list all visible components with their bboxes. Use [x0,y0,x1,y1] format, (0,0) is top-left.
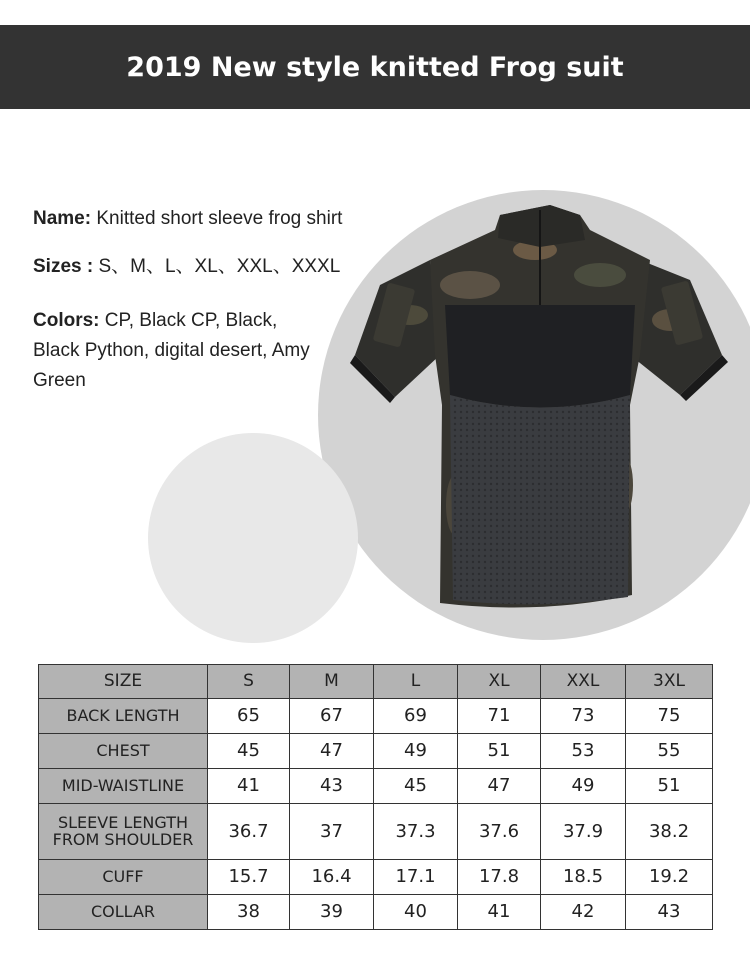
shirt-image [350,205,730,615]
name-label: Name: [33,208,92,229]
header-cell-6: 3XL [626,665,713,699]
table-cell: 47 [290,733,374,768]
colors-value: CP, Black CP, Black, Black Python, digital desert, Amy Green [33,310,310,391]
table-cell: 17.8 [458,859,541,894]
table-cell: 19.2 [626,859,713,894]
table-cell: 71 [458,698,541,733]
header-cell-4: XL [458,665,541,699]
table-row [39,859,713,894]
table-cell: 42 [541,894,626,929]
sizes-value: S、M、L、XL、XXL、XXXL [93,256,341,277]
table-row [39,733,713,768]
table-cell: 75 [626,698,713,733]
product-name [33,204,342,234]
header-cell-2: M [290,665,374,699]
product-colors [33,306,313,396]
table-row [39,803,713,859]
table-cell: 18.5 [541,859,626,894]
row-label: CUFF [39,859,208,894]
row-label: CHEST [39,733,208,768]
page-title: 2019 New style knitted Frog suit [126,51,624,83]
table-cell: 69 [374,698,458,733]
table-cell: 39 [290,894,374,929]
table-cell: 15.7 [208,859,290,894]
table-row [39,894,713,929]
product-sizes [33,252,340,282]
table-cell: 43 [626,894,713,929]
table-cell: 45 [374,768,458,803]
table-row [39,768,713,803]
table-cell: 51 [626,768,713,803]
table-cell: 53 [541,733,626,768]
table-cell: 38.2 [626,803,713,859]
table-cell: 37 [290,803,374,859]
page-banner [0,25,750,109]
header-cell-5: XXL [541,665,626,699]
row-label: BACK LENGTH [39,698,208,733]
name-value: Knitted short sleeve frog shirt [91,208,343,229]
table-cell: 55 [626,733,713,768]
table-cell: 43 [290,768,374,803]
header-cell-1: S [208,665,290,699]
background-circle-small [148,433,358,643]
table-cell: 37.3 [374,803,458,859]
table-cell: 49 [541,768,626,803]
table-cell: 73 [541,698,626,733]
table-cell: 47 [458,768,541,803]
row-label: MID-WAISTLINE [39,768,208,803]
table-header-row [39,665,713,699]
header-cell-3: L [374,665,458,699]
table-cell: 45 [208,733,290,768]
table-cell: 17.1 [374,859,458,894]
table-row [39,698,713,733]
row-label: SLEEVE LENGTH FROM SHOULDER [39,803,208,859]
sizes-label: Sizes : [33,256,94,277]
colors-label: Colors: [33,310,100,331]
table-cell: 65 [208,698,290,733]
table-cell: 41 [208,768,290,803]
header-cell-size: SIZE [39,665,208,699]
table-cell: 40 [374,894,458,929]
table-cell: 37.6 [458,803,541,859]
table-cell: 51 [458,733,541,768]
size-chart-table [38,664,713,930]
table-cell: 41 [458,894,541,929]
table-cell: 67 [290,698,374,733]
table-cell: 38 [208,894,290,929]
row-label: COLLAR [39,894,208,929]
table-cell: 49 [374,733,458,768]
table-cell: 37.9 [541,803,626,859]
table-cell: 36.7 [208,803,290,859]
table-cell: 16.4 [290,859,374,894]
